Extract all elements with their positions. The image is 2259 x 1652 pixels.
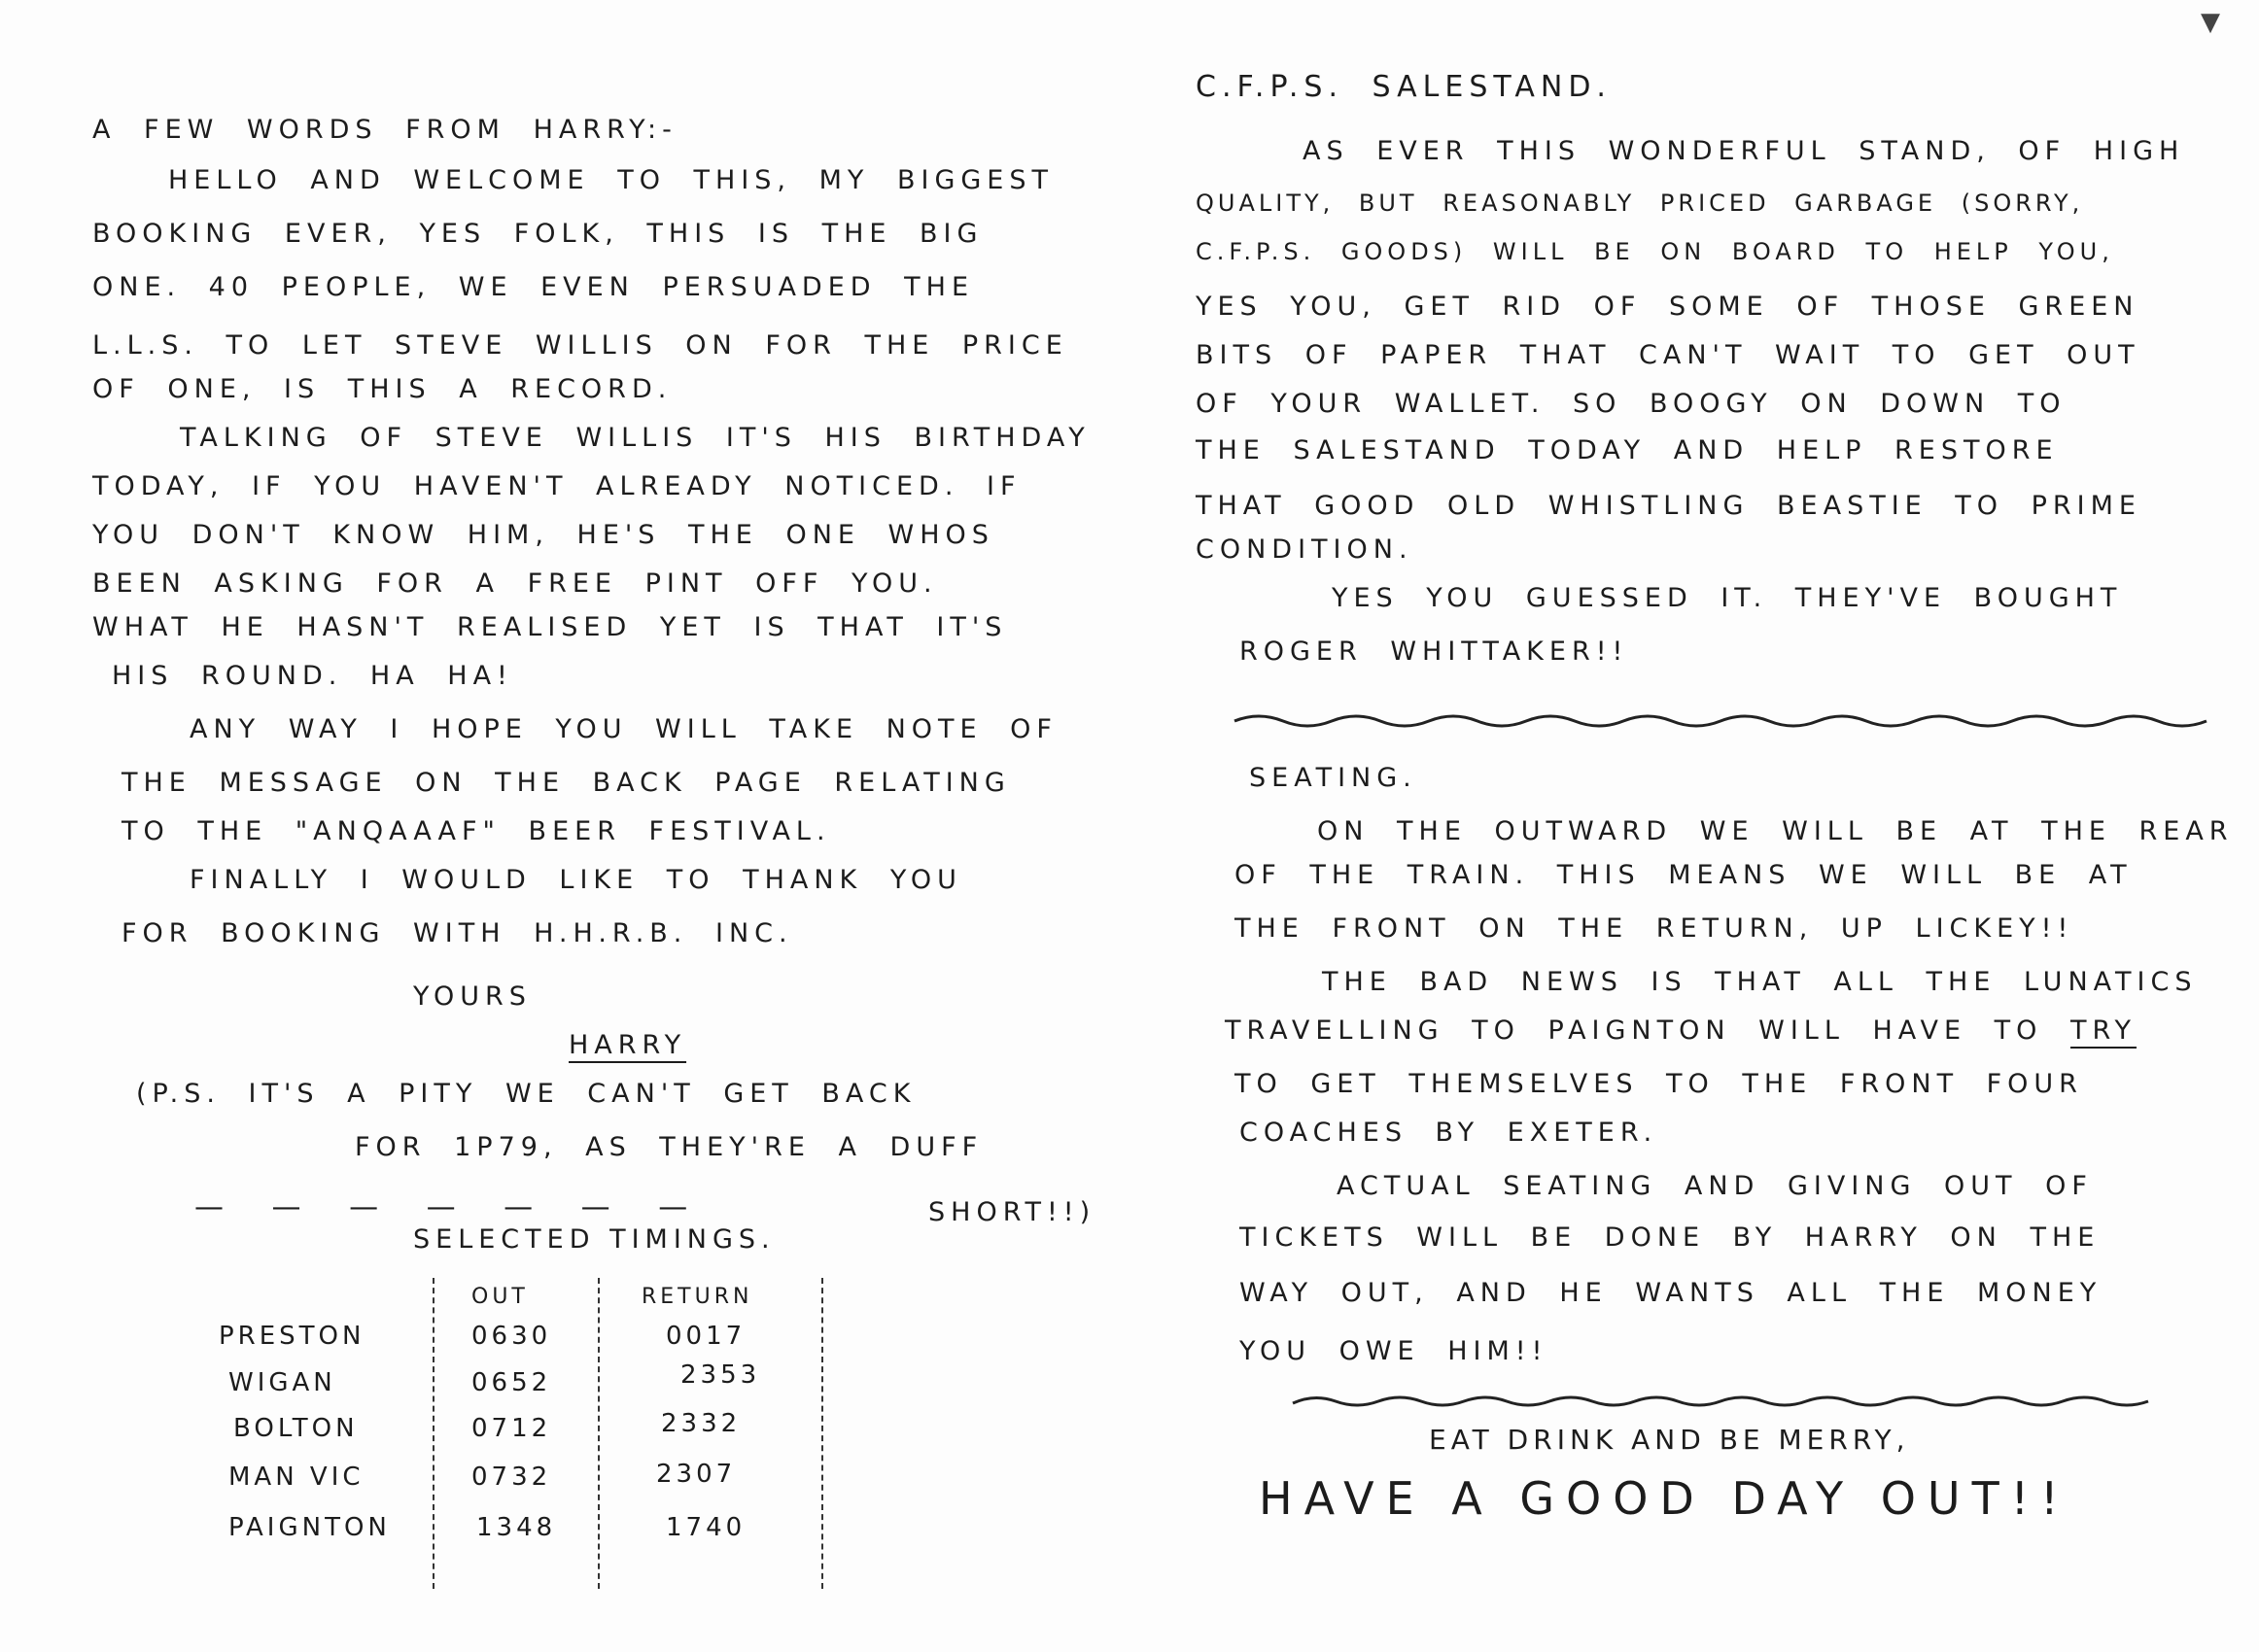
text-line: C.F.P.S. GOODS) WILL BE ON BOARD TO HELP YOU, — [1196, 238, 2114, 265]
text-line: YES YOU, GET RID OF SOME OF THOSE GREEN — [1196, 292, 2139, 322]
return-time: 2332 — [661, 1409, 742, 1438]
text-line: TICKETS WILL BE DONE BY HARRY ON THE — [1239, 1222, 2101, 1253]
return-time: 1740 — [666, 1513, 747, 1542]
table-divider — [433, 1278, 434, 1589]
ps-line: (P.S. IT'S A PITY WE CAN'T GET BACK — [136, 1079, 917, 1109]
intro-heading: A FEW WORDS FROM HARRY:- — [92, 115, 678, 145]
text-line: ONE. 40 PEOPLE, WE EVEN PERSUADED THE — [92, 272, 975, 302]
text-line: FINALLY I WOULD LIKE TO THANK YOU — [190, 865, 962, 895]
text-line: WAY OUT, AND HE WANTS ALL THE MONEY — [1239, 1278, 2103, 1308]
text-line: ACTUAL SEATING AND GIVING OUT OF — [1337, 1171, 2093, 1201]
table-divider — [598, 1278, 600, 1589]
timings-title: SELECTED TIMINGS. — [413, 1224, 776, 1255]
out-time: 0630 — [471, 1322, 552, 1351]
return-time: 2353 — [680, 1360, 761, 1390]
return-time: 0017 — [666, 1322, 747, 1351]
corner-mark: ▼ — [2201, 8, 2220, 37]
out-time: 1348 — [476, 1513, 557, 1542]
footer-tagline: EAT DRINK AND BE MERRY, — [1429, 1424, 1910, 1456]
station-name: PAIGNTON — [228, 1513, 391, 1542]
out-time: 0732 — [471, 1463, 552, 1492]
text-line: OF THE TRAIN. THIS MEANS WE WILL BE AT — [1234, 860, 2133, 890]
text-line: OF ONE, IS THIS A RECORD. — [92, 374, 673, 404]
closing-yours: YOURS — [413, 981, 532, 1012]
ps-line: SHORT!!) — [928, 1197, 1096, 1227]
text-line: ANY WAY I HOPE YOU WILL TAKE NOTE OF — [190, 714, 1058, 744]
text-line: HELLO AND WELCOME TO THIS, MY BIGGEST — [168, 165, 1054, 195]
text-line: BITS OF PAPER THAT CAN'T WAIT TO GET OUT — [1196, 340, 2140, 370]
text-line: YOU OWE HIM!! — [1239, 1336, 1548, 1366]
table-divider — [821, 1278, 823, 1589]
text-line: YES YOU GUESSED IT. THEY'VE BOUGHT — [1332, 583, 2123, 613]
text-line: ON THE OUTWARD WE WILL BE AT THE REAR — [1317, 816, 2234, 846]
text-line: BOOKING EVER, YES FOLK, THIS IS THE BIG — [92, 219, 984, 249]
emphasis-try: TRY — [2069, 1015, 2137, 1046]
text-line: TODAY, IF YOU HAVEN'T ALREADY NOTICED. IF — [92, 471, 1022, 501]
column-header-out: OUT — [471, 1285, 529, 1309]
text-line — [1225, 1015, 2137, 1046]
text-line: THE BAD NEWS IS THAT ALL THE LUNATICS — [1322, 967, 2198, 997]
text-line: OF YOUR WALLET. SO BOOGY ON DOWN TO — [1196, 389, 2067, 419]
text-line: QUALITY, BUT REASONABLY PRICED GARBAGE (SORRY, — [1196, 189, 2084, 217]
text-line: HIS ROUND. HA HA! — [112, 661, 513, 691]
text-line: THE SALESTAND TODAY AND HELP RESTORE — [1196, 435, 2059, 465]
text-line: THE MESSAGE ON THE BACK PAGE RELATING — [122, 768, 1011, 798]
text-segment: TRAVELLING TO PAIGNTON WILL HAVE TO — [1225, 1015, 2043, 1046]
dash-divider: — — — — — — — — [194, 1190, 708, 1224]
out-time: 0652 — [471, 1368, 552, 1397]
text-line: TO GET THEMSELVES TO THE FRONT FOUR — [1234, 1069, 2083, 1099]
seating-heading: SEATING. — [1249, 763, 1417, 793]
footer-headline: HAVE A GOOD DAY OUT!! — [1259, 1472, 2070, 1525]
text-line: THAT GOOD OLD WHISTLING BEASTIE TO PRIME — [1196, 491, 2141, 521]
station-name: WIGAN — [228, 1368, 336, 1397]
wavy-divider — [1234, 709, 2207, 733]
text-line: BEEN ASKING FOR A FREE PINT OFF YOU. — [92, 568, 938, 599]
timings-table — [122, 1224, 860, 1594]
text-line: COACHES BY EXETER. — [1239, 1118, 1658, 1148]
text-line: TALKING OF STEVE WILLIS IT'S HIS BIRTHDAY — [180, 423, 1091, 453]
wavy-divider — [1293, 1390, 2148, 1413]
station-name: BOLTON — [233, 1414, 359, 1443]
text-line: YOU DON'T KNOW HIM, HE'S THE ONE WHOS — [92, 520, 994, 550]
text-line: L.L.S. TO LET STEVE WILLIS ON FOR THE PRICE — [92, 330, 1068, 361]
signature: HARRY — [569, 1030, 687, 1060]
salestand-heading: C.F.P.S. SALESTAND. — [1196, 70, 1612, 104]
text-line: AS EVER THIS WONDERFUL STAND, OF HIGH — [1303, 136, 2185, 166]
station-name: MAN VIC — [228, 1463, 365, 1492]
text-line: TO THE "ANQAAAF" BEER FESTIVAL. — [122, 816, 831, 846]
station-name: PRESTON — [219, 1322, 365, 1351]
column-header-return: RETURN — [642, 1285, 753, 1309]
text-line: WHAT HE HASN'T REALISED YET IS THAT IT'S — [92, 612, 1008, 642]
return-time: 2307 — [656, 1460, 737, 1489]
out-time: 0712 — [471, 1414, 552, 1443]
text-line: ROGER WHITTAKER!! — [1239, 637, 1629, 667]
text-line: FOR BOOKING WITH H.H.R.B. INC. — [122, 918, 793, 948]
ps-line: FOR 1P79, AS THEY'RE A DUFF — [355, 1132, 984, 1162]
text-line: THE FRONT ON THE RETURN, UP LICKEY!! — [1234, 913, 2074, 944]
text-line: CONDITION. — [1196, 534, 1413, 565]
